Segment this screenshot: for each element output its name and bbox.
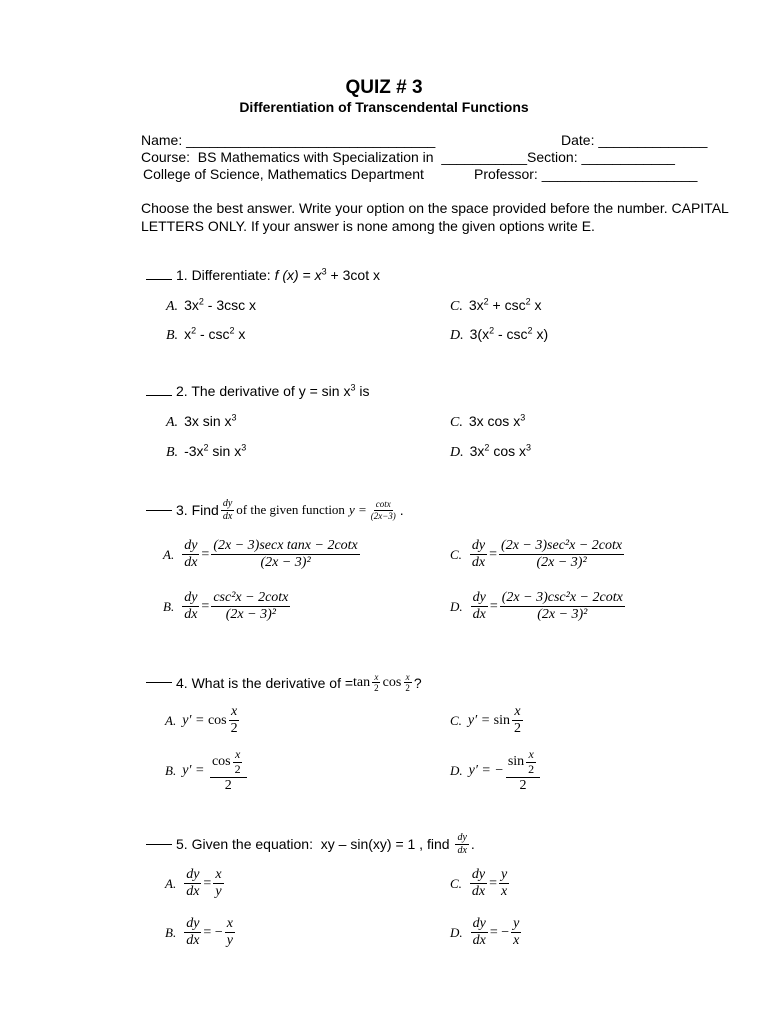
q3-dydx [221, 498, 234, 522]
option-letter: D. [450, 445, 464, 460]
option-text: - csc [494, 326, 528, 342]
frac-num: dy [182, 538, 199, 555]
q2-tail: is [355, 383, 370, 399]
dydx [470, 538, 487, 571]
option-fn: cos [207, 712, 227, 728]
option-text: x [530, 297, 542, 313]
option-exp: 2 [484, 442, 490, 453]
equals: = [489, 598, 498, 614]
dydx [470, 867, 487, 900]
q1-option-b [166, 326, 245, 344]
course-field-label: Course: BS Mathematics with Specialization in ___________Section: ____________ [141, 149, 675, 165]
dydx [182, 590, 199, 623]
option-text: 3x cos x [468, 413, 521, 429]
q1-exp: 3 [321, 266, 327, 277]
option-fn: sin [493, 712, 510, 728]
option-text: - 3csc x [203, 297, 256, 313]
q5-option-c [450, 867, 511, 900]
answer-blank-5[interactable] [146, 844, 172, 845]
option-letter: A. [166, 299, 179, 314]
q2-text: 2. The derivative of y = sin x [176, 383, 351, 399]
frac-den: dx [471, 884, 486, 900]
option-text: x) [532, 326, 549, 342]
frac-den: dx [222, 510, 233, 522]
q4-option-a [165, 704, 242, 737]
dydx [471, 916, 488, 949]
equals: = [201, 598, 210, 614]
frac-num: x [234, 747, 241, 761]
option-text: 3(x [469, 326, 490, 342]
frac-den: (2x − 3)² [536, 555, 587, 571]
q1-fx: f (x) [274, 267, 299, 283]
frac-den: 2 [528, 761, 535, 776]
option-text: - csc [196, 326, 230, 342]
frac-num: x [405, 672, 410, 682]
q2-option-a [166, 413, 237, 431]
option-letter: B. [166, 445, 179, 460]
option-fraction [211, 538, 359, 571]
answer-blank-1[interactable] [146, 279, 172, 280]
q4-option-b [165, 748, 249, 794]
option-letter: A. [165, 712, 177, 728]
x-over-2 [512, 704, 523, 737]
question-3 [146, 498, 404, 522]
option-exp: 3 [241, 442, 247, 453]
q3-option-d [450, 590, 627, 623]
q3-option-b [163, 590, 292, 623]
frac-num [506, 748, 540, 778]
option-letter: A. [163, 546, 175, 562]
frac-num: x [213, 867, 223, 884]
option-letter: D. [450, 762, 463, 778]
option-exp: 3 [231, 412, 237, 423]
q3-option-c [450, 538, 626, 571]
q5-dydx [455, 832, 468, 856]
answer-blank-2[interactable] [146, 395, 172, 396]
option-letter: C. [450, 875, 462, 891]
option-letter: B. [166, 328, 179, 343]
option-fraction [210, 748, 247, 794]
option-exp: 2 [198, 296, 204, 307]
option-exp: 2 [229, 325, 235, 336]
x-over-2 [403, 672, 412, 694]
college-label: College of Science, Mathematics Department [143, 166, 424, 182]
frac-num: (2x − 3)sec²x − 2cotx [499, 538, 624, 555]
q3-mid: of the given function [236, 502, 345, 517]
answer-blank-4[interactable] [146, 682, 172, 683]
option-letter: D. [450, 328, 464, 343]
frac-num: x [512, 704, 522, 721]
option-letter: C. [450, 299, 463, 314]
option-text: 3x [469, 443, 485, 459]
q5-end: . [470, 836, 475, 852]
q2-option-d [450, 443, 531, 461]
option-fraction [499, 538, 624, 571]
option-fn: sin [507, 754, 525, 770]
frac-num: y [511, 916, 521, 933]
frac-den: dx [472, 933, 486, 949]
option-letter: C. [450, 546, 462, 562]
option-text: -3x [184, 443, 204, 459]
q1-x: x [314, 267, 322, 283]
frac-den: (2x − 3)² [225, 607, 276, 623]
equals: = [203, 875, 212, 891]
option-letter: D. [450, 598, 463, 614]
frac-den: dx [184, 555, 198, 571]
frac-num [210, 748, 247, 778]
option-exp: 2 [483, 296, 489, 307]
frac-den: y [226, 933, 233, 949]
x-over-2 [233, 748, 243, 777]
q1-option-c [450, 297, 542, 315]
frac-num: y [499, 867, 509, 884]
option-letter: B. [165, 762, 177, 778]
option-fraction [225, 916, 235, 949]
option-text: 3x [184, 297, 199, 313]
frac-den: x [501, 884, 508, 900]
option-fraction [500, 590, 625, 623]
frac-num: dy [471, 916, 488, 933]
frac-num: x [229, 704, 239, 721]
q2-exp: 3 [350, 382, 356, 393]
option-lhs: y′ = [182, 762, 208, 778]
option-fraction [506, 748, 540, 794]
frac-den: x [513, 933, 520, 949]
q1-rest: + 3cot x [326, 267, 380, 283]
date-field-label: Date: ______________ [561, 132, 708, 148]
equals: = − [203, 924, 223, 940]
option-letter: A. [165, 875, 177, 891]
option-lhs: y′ = − [468, 762, 504, 778]
option-exp: 3 [526, 442, 532, 453]
frac-num: dy [182, 590, 199, 607]
frac-num: dy [470, 867, 487, 884]
option-text: 3x sin x [184, 413, 232, 429]
q1-eq: = [298, 267, 315, 283]
dydx [182, 538, 199, 571]
equals: = [489, 546, 498, 562]
q4-cos: cos [382, 674, 402, 690]
option-exp: 2 [191, 325, 197, 336]
option-fraction [511, 916, 521, 949]
frac-den: (2x − 3)² [260, 555, 311, 571]
equals: = − [489, 924, 510, 940]
option-fn: cos [211, 754, 231, 770]
x-over-2 [229, 704, 240, 737]
option-letter: C. [450, 712, 462, 728]
frac-num: x [374, 672, 379, 682]
q4-option-c [450, 704, 525, 737]
q4-text: 4. What is the derivative of = [176, 674, 354, 691]
option-text: x [234, 326, 246, 342]
equals: = [201, 546, 210, 562]
q3-function [369, 499, 398, 521]
frac-den: dx [471, 555, 486, 571]
frac-num: dy [457, 832, 467, 843]
option-exp: 2 [525, 296, 531, 307]
frac-num: dy [471, 590, 488, 607]
frac-num: dy [470, 538, 487, 555]
option-text: x [184, 326, 192, 342]
q2-option-b [166, 443, 246, 461]
frac-den: 2 [234, 761, 241, 776]
frac-den: 2 [519, 777, 527, 793]
frac-den: dx [472, 607, 486, 623]
q2-option-c [450, 413, 525, 431]
frac-den: dx [186, 933, 200, 949]
q4-option-d [450, 748, 542, 794]
q3-text: 3. Find [176, 502, 219, 518]
frac-den: dx [186, 884, 200, 900]
option-exp: 2 [203, 442, 209, 453]
option-exp: 3 [520, 412, 526, 423]
q1-option-a [166, 297, 256, 315]
name-field-label: Name: ________________________________ [141, 132, 436, 148]
q3-y: y = [348, 502, 367, 517]
question-2 [146, 383, 369, 399]
q1-text: 1. Differentiate: [176, 267, 275, 283]
option-letter: C. [450, 415, 463, 430]
option-fraction [213, 867, 223, 900]
question-5 [146, 832, 475, 856]
question-4 [146, 672, 422, 694]
q4-end: ? [413, 674, 422, 691]
q4-tan: tan [353, 674, 371, 690]
dydx [184, 867, 201, 900]
dydx [184, 916, 201, 949]
option-text: sin x [208, 443, 242, 459]
frac-den: 2 [514, 721, 521, 737]
page-subtitle: Differentiation of Transcendental Functions [239, 99, 529, 115]
frac-den: 2 [374, 683, 379, 694]
frac-den: 2 [405, 683, 410, 694]
option-letter: B. [165, 924, 177, 940]
instructions: Choose the best answer. Write your option on the space provided before the number. CAPITAL LETTERS ONLY. If your answer is none among the given options write E. [141, 200, 729, 234]
q5-option-a [165, 867, 226, 900]
frac-num: cotx [375, 499, 391, 510]
option-text: 3x [468, 297, 484, 313]
frac-num: dy [222, 498, 233, 509]
frac-num: dy [184, 916, 201, 933]
option-fraction [211, 590, 290, 623]
frac-den: 2 [224, 777, 232, 793]
frac-den: (2x−3) [370, 510, 396, 521]
frac-num: (2x − 3)secx tanx − 2cotx [211, 538, 359, 555]
professor-field-label: Professor: ____________________ [474, 166, 698, 182]
frac-den: 2 [230, 721, 238, 737]
q1-option-d [450, 326, 548, 344]
option-lhs: y′ = [467, 712, 494, 728]
frac-den: dx [184, 607, 198, 623]
q5-option-d [450, 916, 523, 949]
option-fraction [499, 867, 509, 900]
frac-num: x [225, 916, 235, 933]
q3-end: . [399, 502, 404, 518]
option-text: + csc [488, 297, 526, 313]
q5-option-b [165, 916, 237, 949]
frac-den: y [215, 884, 222, 900]
option-letter: A. [166, 415, 179, 430]
q3-option-a [163, 538, 362, 571]
frac-num: dy [184, 867, 201, 884]
equals: = [489, 875, 498, 891]
frac-num: (2x − 3)csc²x − 2cotx [500, 590, 625, 607]
frac-den: dx [457, 844, 467, 856]
option-exp: 2 [527, 325, 533, 336]
question-1 [146, 267, 380, 283]
option-letter: D. [450, 924, 463, 940]
x-over-2 [372, 672, 381, 694]
q5-text: 5. Given the equation: xy – sin(xy) = 1 , find [176, 836, 454, 852]
answer-blank-3[interactable] [146, 510, 172, 511]
frac-num: csc²x − 2cotx [211, 590, 290, 607]
frac-den: (2x − 3)² [537, 607, 588, 623]
option-letter: B. [163, 598, 175, 614]
frac-num: x [528, 747, 534, 761]
page-title: QUIZ # 3 [345, 77, 423, 98]
option-text: cos x [489, 443, 527, 459]
option-exp: 2 [489, 325, 495, 336]
dydx [471, 590, 488, 623]
x-over-2 [526, 748, 536, 777]
option-lhs: y′ = [182, 712, 208, 728]
